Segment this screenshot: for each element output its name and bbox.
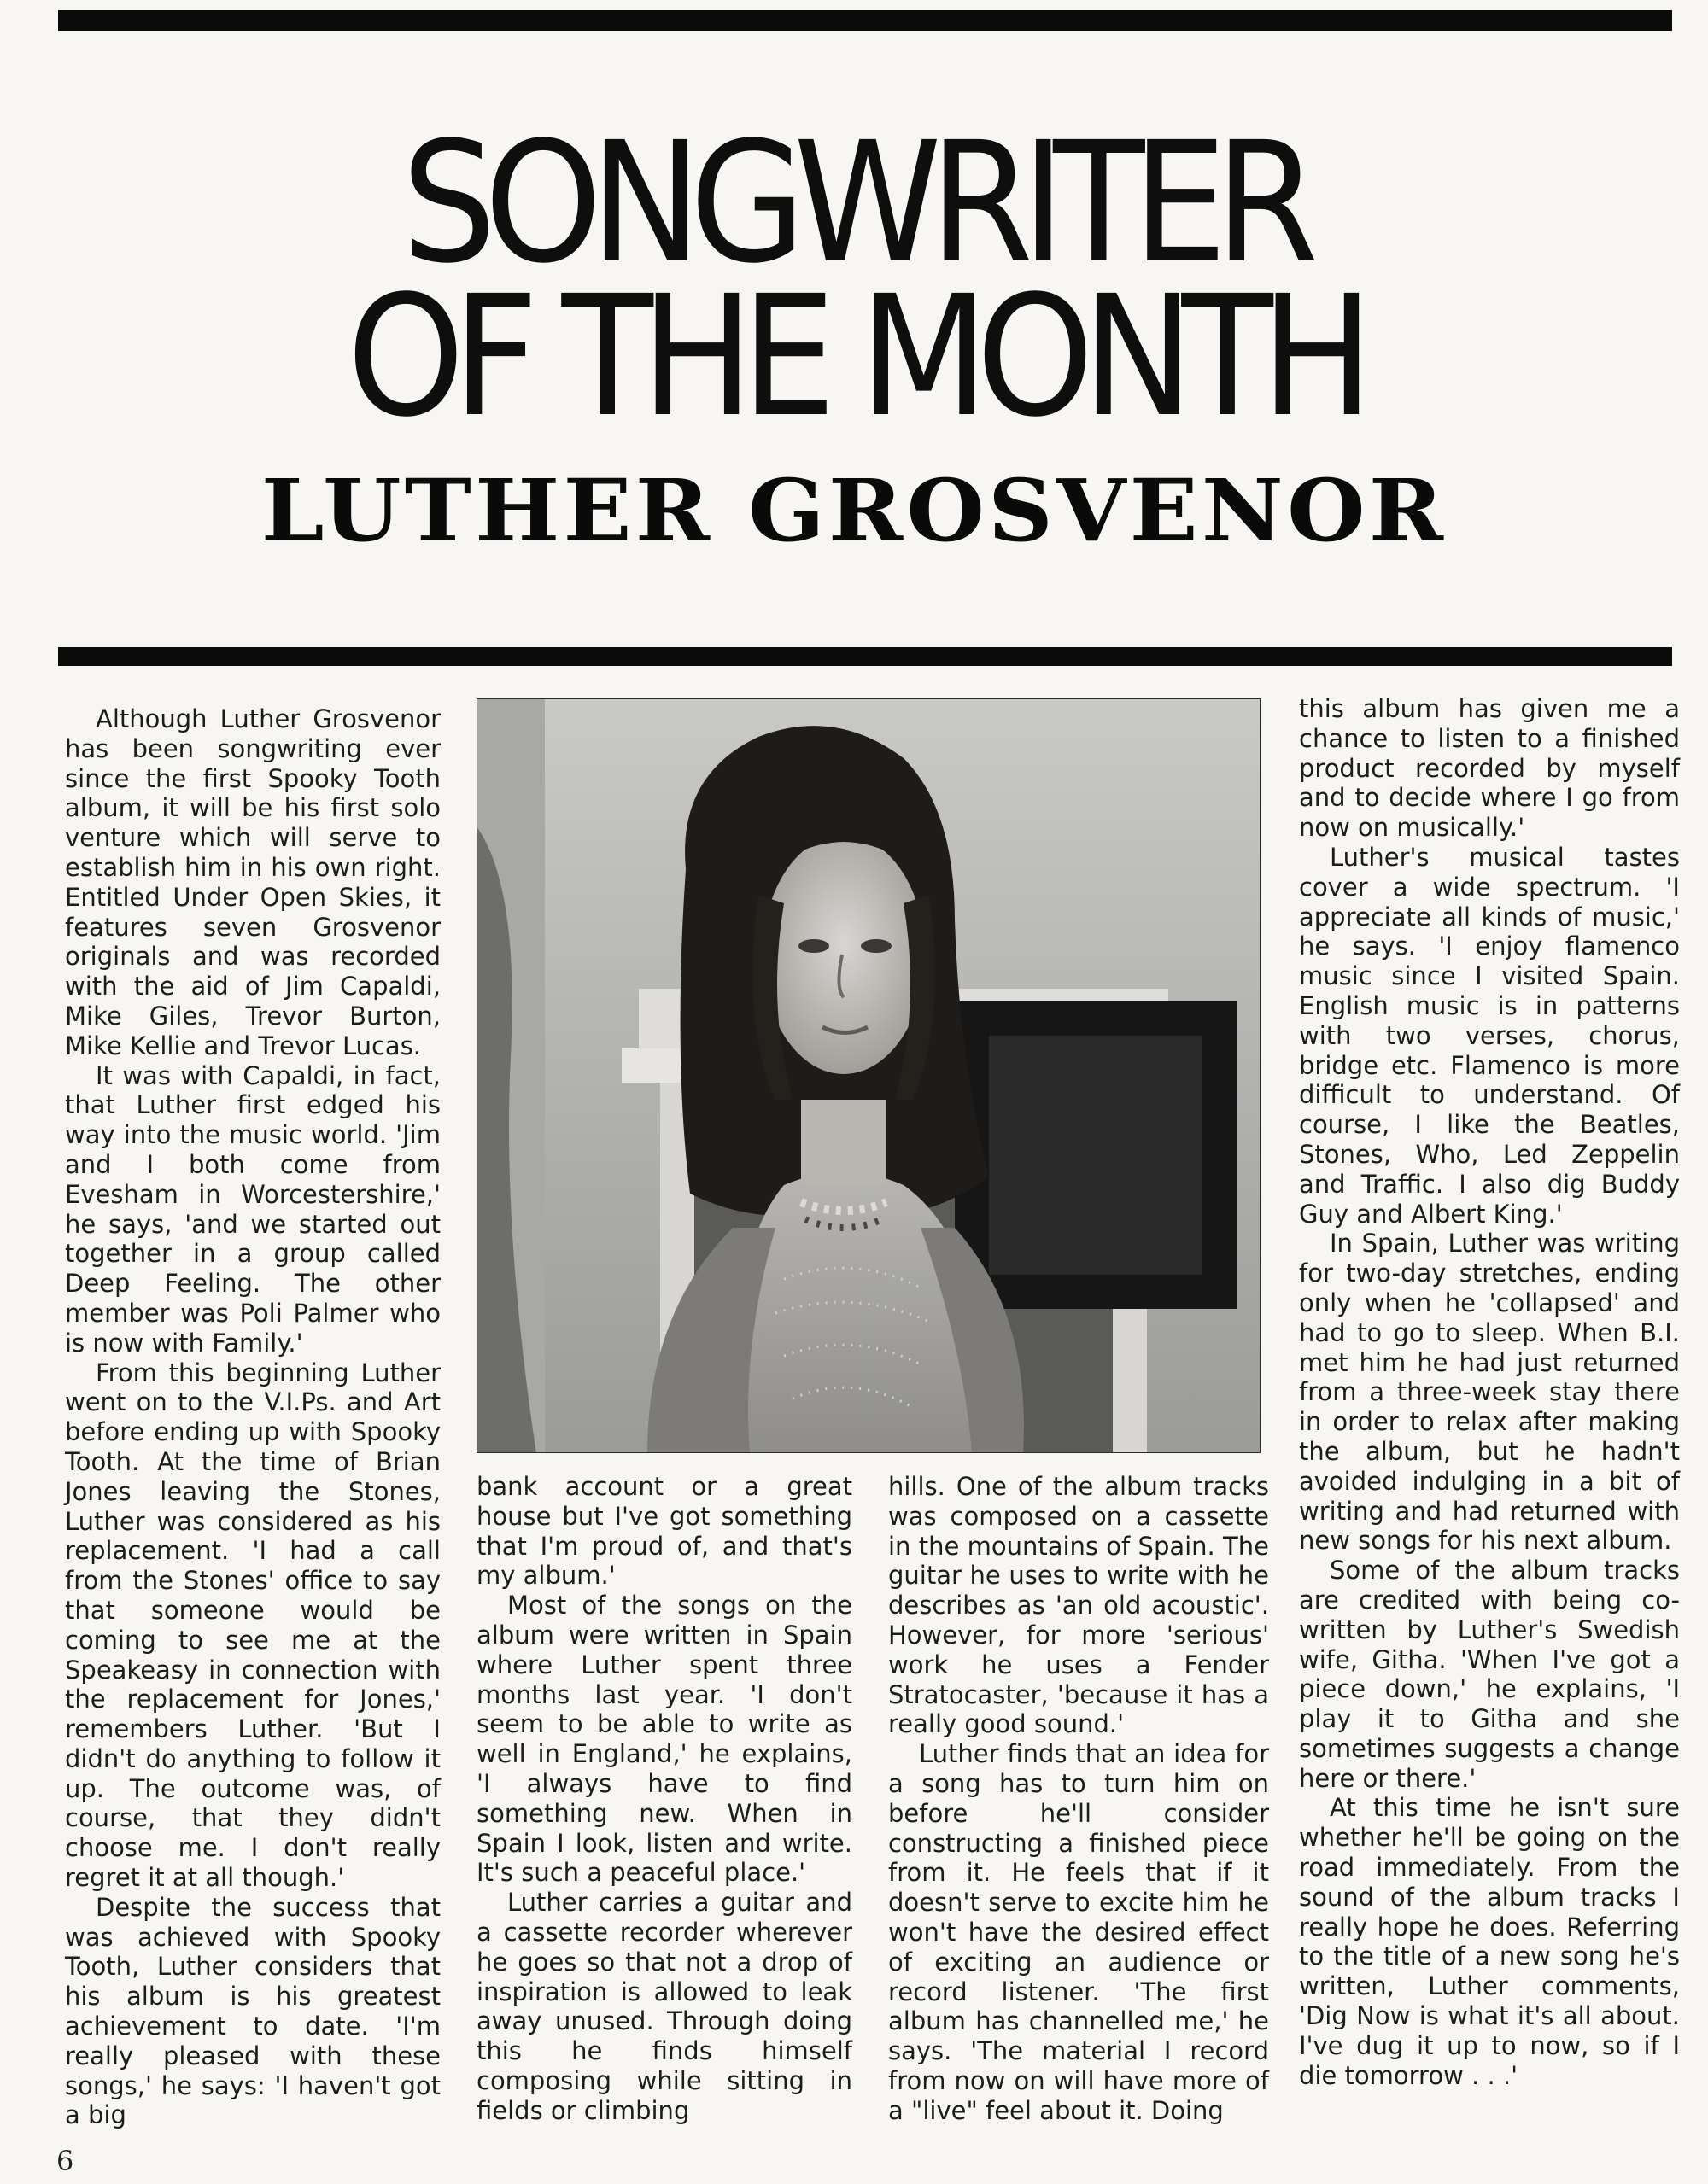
headline-line-1: SONGWRITER (401, 106, 1307, 300)
header-divider-rule (58, 647, 1672, 666)
paragraph: bank account or a great house but I've got something that I'm proud of, and that's my album.' (477, 1472, 852, 1591)
article-column-1 (65, 704, 441, 2130)
portrait-photo (477, 698, 1261, 1453)
paragraph: Some of the album tracks are credited with being co-written by Luther's Swedish wife, Githa. 'When I've got a piece down,' he explains, 'I play it to Githa and she sometimes suggests a change here or there.' (1299, 1556, 1680, 1793)
article-column-2 (477, 1472, 852, 2126)
paragraph: hills. One of the album tracks was composed on a cassette in the mountains of Spain. The guitar he uses to write with he describes as 'an old acoustic'. However, for more 'serious' work he uses a Fender Stratocaster, 'because it has a really good sound.' (888, 1472, 1269, 1739)
article-column-3 (888, 1472, 1269, 2126)
headline-line-2: OF THE MONTH (347, 260, 1361, 453)
paragraph: Most of the songs on the album were written in Spain where Luther spent three months last year. 'I don't seem to be able to write as well in England,' he explains, 'I always have to find something new. When in Spain I look, listen and write. It's such a peaceful place.' (477, 1591, 852, 1888)
paragraph: Luther finds that an idea for a song has to turn him on before he'll consider constructing a finished piece from it. He feels that if it doesn't serve to excite him he won't have the desired effect of exciting an audience or record listener. 'The first album has channelled me,' he says. 'The material I record from now on will have more of a "live" feel about it. Doing (888, 1739, 1269, 2125)
paragraph: Luther's musical tastes cover a wide spectrum. 'I appreciate all kinds of music,' he says. 'I enjoy flamenco music since I visited Spain. English music is in patterns with two verses, chorus, bridge etc. Flamenco is more difficult to understand. Of course, I like the Beatles, Stones, Who, Led Zeppelin and Traffic. I also dig Buddy Guy and Albert King.' (1299, 842, 1680, 1229)
paragraph: Although Luther Grosvenor has been songwriting ever since the first Spooky Tooth album, it will be his first solo venture which will serve to establish him in his own right. Entitled Under Open Skies, it features seven Grosvenor originals and was recorded with the aid of Jim Capaldi, Mike Giles, Trevor Burton, Mike Kellie and Trevor Lucas. (65, 704, 441, 1060)
top-rule (58, 10, 1672, 31)
paragraph: From this beginning Luther went on to the V.I.Ps. and Art before ending up with Spooky Tooth. At the time of Brian Jones leaving the Stones, Luther was considered as his replacement. 'I had a call from the Stones' office to say that someone would be coming to see me at the Speakeasy in connection with the replacement for Jones,' remembers Luther. 'But I didn't do anything to follow it up. The outcome was, of course, that they didn't choose me. I don't really regret it at all though.' (65, 1358, 441, 1893)
paragraph: At this time he isn't sure whether he'll be going on the road immediately. From the sound of the album tracks I really hope he does. Referring to the title of a new song he's written, Luther comments, 'Dig Now is what it's all about. I've dug it up to now, so if I die tomorrow . . .' (1299, 1793, 1680, 2090)
paragraph: Luther carries a guitar and a cassette recorder wherever he goes so that not a drop of inspiration is allowed to leak away unused. Through doing this he finds himself composing while sitting in fields or climbing (477, 1888, 852, 2125)
paragraph: It was with Capaldi, in fact, that Luther first edged his way into the music world. 'Jim and I both come from Evesham in Worcestershire,' he says, 'and we started out together in a group called Deep Feeling. The other member was Poli Palmer who is now with Family.' (65, 1060, 441, 1358)
page-number: 6 (56, 2145, 74, 2177)
paragraph: In Spain, Luther was writing for two-day stretches, ending only when he 'collapsed' and had to go to sleep. When B.I. met him he had just returned from a three-week stay there in order to relax after making the album, but he hadn't avoided indulging in a bit of writing and had returned with new songs for his next album. (1299, 1229, 1680, 1556)
paragraph: this album has given me a chance to listen to a finished product recorded by myself and to decide where I go from now on musically.' (1299, 694, 1680, 843)
paragraph: Despite the success that was achieved with Spooky Tooth, Luther considers that his album is his greatest achievement to date. 'I'm really pleased with these songs,' he says: 'I haven't got a big (65, 1892, 441, 2130)
subject-name: LUTHER GROSVENOR (260, 460, 1448, 561)
article-column-4 (1299, 694, 1680, 2090)
